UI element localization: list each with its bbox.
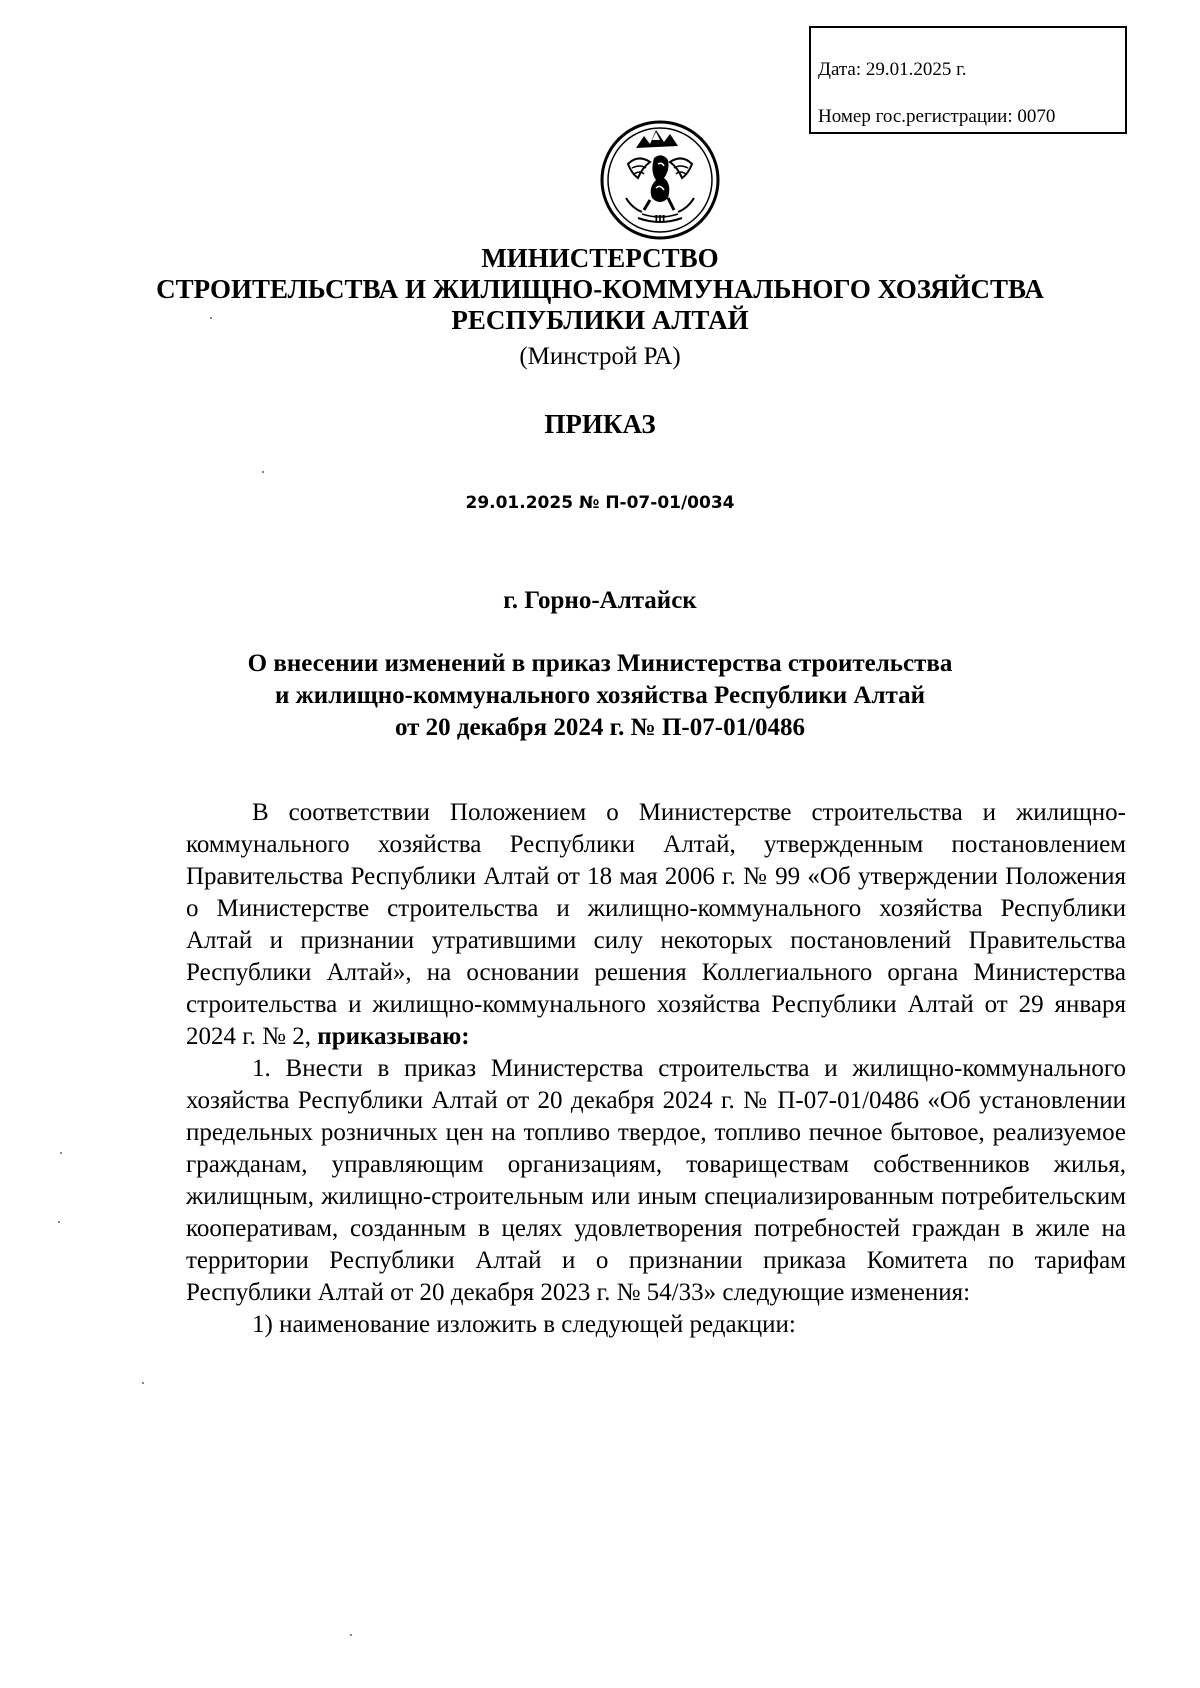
scan-speck xyxy=(58,1221,60,1223)
document-subject-line3: от 20 декабря 2024 г. № П-07-01/0486 xyxy=(394,714,806,741)
document-subject-line1: О внесении изменений в приказ Министерства строительства xyxy=(247,650,953,677)
scan-speck xyxy=(210,317,212,319)
item-1-1-paragraph: 1) наименование изложить в следующей редакции: xyxy=(252,1311,796,1338)
scan-speck xyxy=(262,471,264,473)
document-city: г. Горно-Алтайск xyxy=(503,587,697,614)
registration-box xyxy=(809,26,1127,134)
order-word: приказываю: xyxy=(317,1023,470,1050)
registration-number-label: Номер гос.регистрации: xyxy=(818,106,1013,127)
ministry-short-name: (Минстрой РА) xyxy=(519,343,681,370)
document-number: 29.01.2025 № П-07-01/0034 xyxy=(465,493,735,513)
registration-number-row xyxy=(818,93,1125,140)
ministry-header-line3: РЕСПУБЛИКИ АЛТАЙ xyxy=(451,305,749,335)
document-subject-line2: и жилищно-коммунального хозяйства Республики Алтай xyxy=(275,682,925,709)
svg-text:Ш: Ш xyxy=(654,215,666,225)
republic-altai-coat-of-arms-icon xyxy=(598,118,722,242)
scan-speck xyxy=(350,1634,352,1636)
document-type: ПРИКАЗ xyxy=(544,409,656,439)
item-1-paragraph: 1. Внести в приказ Министерства строительства и жилищно-коммунального хозяйства Республики Алтай от 20 декабря 2024 г. № П-07-01/0486 «Об установлении предельных розничных цен на топливо твердое, топливо печное бытовое, реализуемое гражданам, управляющим организациям, товариществам собственников жилья, жилищным, жилищно-строительным или иным специализированным потребительским кооперативам, созданным в целях удовлетворения потребностей граждан в жиле на территории Республики Алтай и о признании приказа Комитета по тарифам Республики Алтай от 20 декабря 2023 г. № 54/33» следующие изменения: xyxy=(186,1055,1126,1306)
preamble-paragraph xyxy=(186,797,1126,1053)
scan-speck xyxy=(60,1152,62,1154)
document-subject xyxy=(0,648,1200,744)
preamble-text: В соответствии Положением о Министерстве строительства и жилищно-коммунального хозяйства Республики Алтай, утвержденным постановлением Правительства Республики Алтай от 18 мая 2006 г. № 99 «Об утверждении Положения о Министерстве строительства и жилищно-коммунального хозяйства Республики Алтай и признании утратившими силу некоторых постановлений Правительства Республики Алтай», на основании решения Коллегиального органа Министерства строительства и жилищно-коммунального хозяйства Республики Алтай от 29 января 2024 г. № 2, xyxy=(186,799,1126,1050)
registration-date-value: 29.01.2025 г. xyxy=(865,59,967,80)
registration-date-row xyxy=(818,46,1125,93)
ministry-header-line1: МИНИСТЕРСТВО xyxy=(481,243,719,273)
document-body xyxy=(186,797,1126,1341)
ministry-header-line2: СТРОИТЕЛЬСТВА И ЖИЛИЩНО-КОММУНАЛЬНОГО ХОЗЯЙСТВА xyxy=(156,274,1044,304)
scan-speck xyxy=(142,1382,144,1384)
registration-date-label: Дата: xyxy=(818,59,862,80)
registration-number-value: 0070 xyxy=(1017,106,1056,127)
ministry-header xyxy=(0,243,1200,336)
